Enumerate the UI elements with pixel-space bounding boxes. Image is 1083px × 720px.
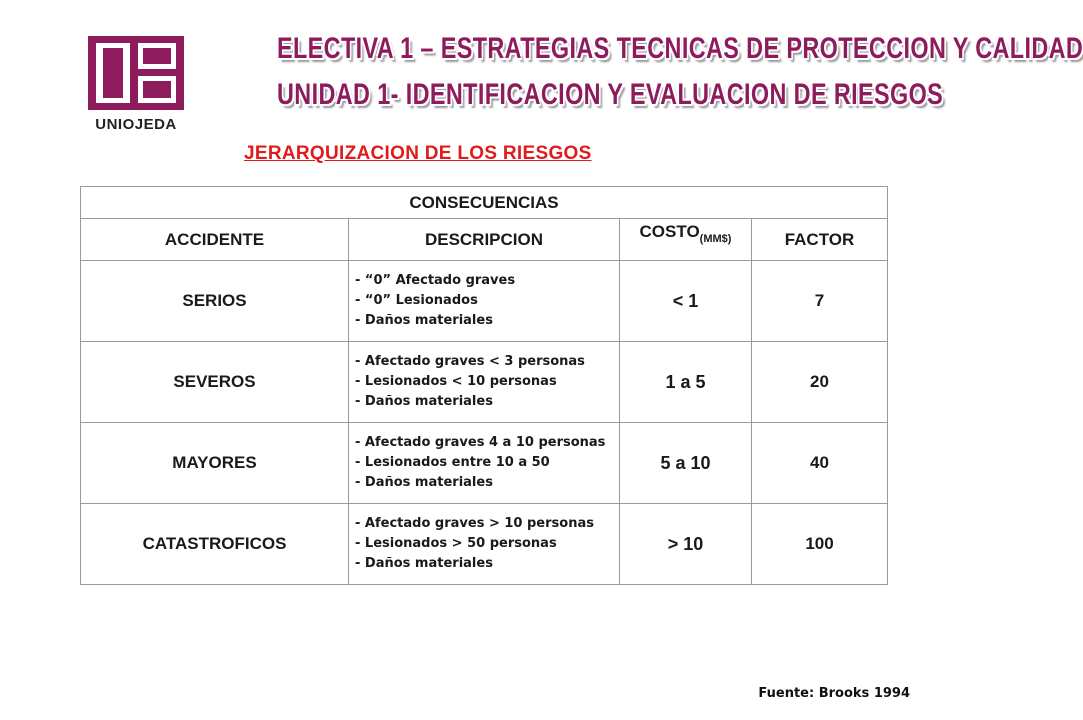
desc-line: - “0” Afectado graves	[355, 273, 516, 288]
header-line-2: UNIDAD 1- IDENTIFICACION Y EVALUACION DE RIESGOS	[277, 78, 944, 111]
cell-descripcion	[349, 504, 620, 585]
table-row	[81, 423, 888, 504]
uniojeda-logo	[84, 36, 188, 140]
cell-accidente: CATASTROFICOS	[81, 504, 349, 585]
col-header-costo-unit: (MM$)	[699, 233, 732, 245]
col-header-accidente: ACCIDENTE	[81, 219, 349, 261]
cell-factor: 100	[752, 504, 888, 585]
desc-line: - Lesionados entre 10 a 50	[355, 455, 550, 470]
uniojeda-logo-mark	[88, 36, 184, 110]
cell-costo: < 1	[620, 261, 752, 342]
table-row	[81, 504, 888, 585]
cell-descripcion	[349, 423, 620, 504]
logo-brand-text: UNIOJEDA	[95, 116, 177, 133]
desc-line: - Daños materiales	[355, 394, 493, 409]
col-header-costo	[620, 219, 752, 261]
cell-accidente: SEVEROS	[81, 342, 349, 423]
desc-line: - Afectado graves 4 a 10 personas	[355, 435, 606, 450]
cell-factor: 20	[752, 342, 888, 423]
desc-line: - Daños materiales	[355, 556, 493, 571]
col-header-factor: FACTOR	[752, 219, 888, 261]
desc-line: - Lesionados < 10 personas	[355, 374, 557, 389]
header-line-1: ELECTIVA 1 – ESTRATEGIAS TECNICAS DE PROTECCION Y CALIDAD	[277, 32, 1083, 65]
cell-factor: 7	[752, 261, 888, 342]
desc-line: - Daños materiales	[355, 475, 493, 490]
cell-descripcion	[349, 342, 620, 423]
table-row	[81, 342, 888, 423]
cell-costo: > 10	[620, 504, 752, 585]
risk-table	[80, 186, 888, 585]
source-note: Fuente: Brooks 1994	[758, 686, 910, 701]
page-title: JERARQUIZACION DE LOS RIESGOS	[244, 143, 592, 164]
cell-descripcion	[349, 261, 620, 342]
col-header-costo-label: COSTO	[639, 222, 700, 241]
cell-factor: 40	[752, 423, 888, 504]
desc-line: - Afectado graves > 10 personas	[355, 516, 594, 531]
desc-line: - Lesionados > 50 personas	[355, 536, 557, 551]
desc-line: - Afectado graves < 3 personas	[355, 354, 585, 369]
col-header-descripcion: DESCRIPCION	[349, 219, 620, 261]
cell-accidente: MAYORES	[81, 423, 349, 504]
cell-accidente: SERIOS	[81, 261, 349, 342]
table-row	[81, 261, 888, 342]
desc-line: - Daños materiales	[355, 313, 493, 328]
table-caption: CONSECUENCIAS	[81, 187, 888, 219]
cell-costo: 5 a 10	[620, 423, 752, 504]
cell-costo: 1 a 5	[620, 342, 752, 423]
desc-line: - “0” Lesionados	[355, 293, 478, 308]
